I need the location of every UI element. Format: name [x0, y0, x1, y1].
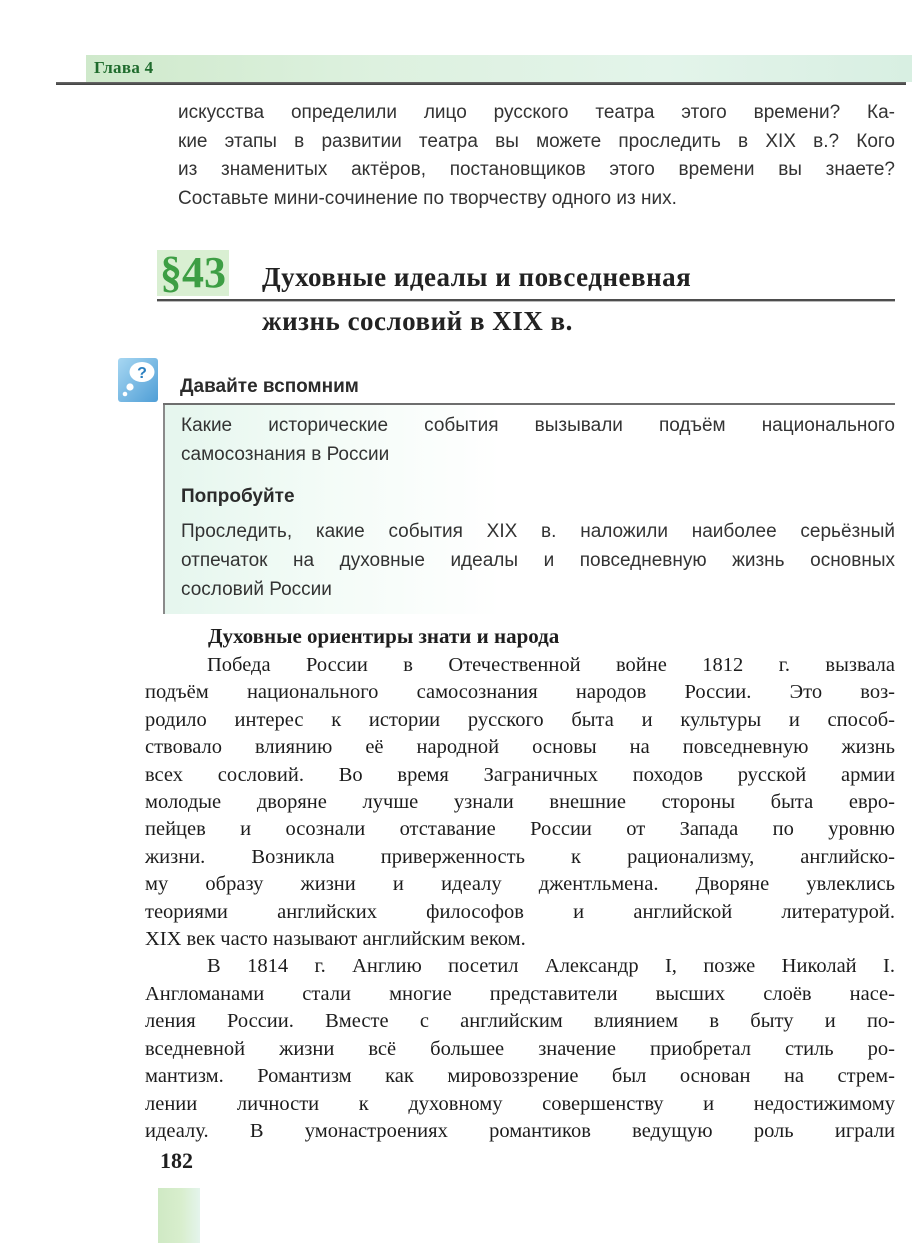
intro-question-text: искусства определили лицо русского театра этого времени? Ка- кие этапы в развитии театра вы можете проследить в XIX в.? Кого из знаменитых актёров, постановщиков этого времени вы знаете? Составьте мини-сочинение по творчеству одного из них. — [178, 102, 895, 209]
page-number: 182 — [160, 1148, 193, 1173]
body-text — [145, 652, 895, 1145]
question-bubble-icon — [118, 358, 158, 402]
chapter-divider — [56, 82, 906, 85]
chapter-label: Глава 4 — [94, 58, 154, 77]
section-title-line2: жизнь сословий в XIX в. — [262, 306, 573, 336]
try-heading: Попробуйте — [181, 486, 295, 507]
recall-body — [163, 405, 895, 614]
recall-heading: Давайте вспомним — [180, 376, 359, 397]
bottom-green-bar — [158, 1188, 200, 1243]
chapter-header-band — [86, 55, 912, 82]
try-task-text: Проследить, какие события XIX в. наложили наиболее серьёзный отпечаток на духовные идеалы и повседневную жизнь основных сословий России — [181, 521, 895, 600]
section-title-underline — [157, 299, 895, 301]
section-heading — [0, 250, 895, 346]
body-subheading: Духовные ориентиры знати и народа — [208, 624, 560, 648]
svg-text:?: ? — [137, 365, 147, 382]
body-paragraph: Победа России в Отечественной войне 1812 г. вызвала подъём национального самосознания народов России. Это воз- родило интерес к истории русского быта и культуры и способ- ствовало влиянию её народной основы на повседневную жизнь всех сословий. Во время Заграничных походов русской армии молодые дворяне лучше узнали внешние стороны быта евро- пейцев и осознали отставание России от Запада по уровню жизни. Возникла приверженность к рационализму, английско- му образу жизни и идеалу джентльмена. Дворяне увлеклись теориями английских философов и английской литературой. XIX век часто называют английским веком. — [145, 654, 895, 951]
paragraph-number: §43 — [157, 250, 229, 296]
recall-remember-text: Какие исторические события вызывали подъём национального самосознания в России — [181, 415, 895, 465]
section-title-line1: Духовные идеалы и повседневная — [262, 262, 692, 292]
body-paragraph: В 1814 г. Англию посетил Александр I, позже Николай I. Англоманами стали многие представители высших слоёв насе- ления России. Вместе с английским влиянием в быту и по- вседневной жизни всё большее значение приобретал стиль ро- мантизм. Романтизм как мировоззрение был основан на стрем- лении личности к духовному совершенству и недостижимому идеалу. В умонастроениях романтиков ведущую роль играли — [145, 955, 895, 1142]
